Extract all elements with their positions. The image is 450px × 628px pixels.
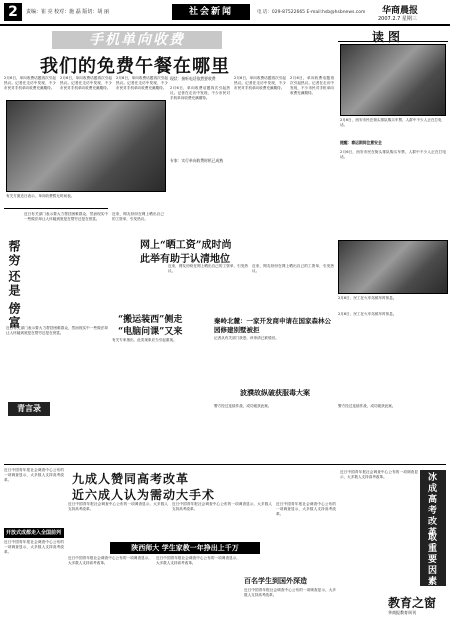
bottom-strip-headline: 陕西师大 学生家教一年挣出上千万 [110, 542, 260, 554]
tender-body: 记者从有关部门获悉，该申请已被驳回。 [214, 336, 279, 340]
bottom-body-3: 近日中国青年报社会调查中心公布的一项调查显示，大多数人支持高考改革。 [276, 502, 336, 516]
lead-headline: 我们的免费午餐在哪里 [40, 56, 230, 77]
tender-headline: 秦岭北麓：一家开发商申请在国家森林公园修建别墅被拒 [214, 317, 331, 334]
right-ad-title-1: 冰成 [426, 472, 436, 494]
reading-box-label: 读图 [338, 28, 448, 42]
lead-subhead-1: 现状：接听电话依然要收费 [170, 76, 216, 81]
lead-kicker: 手机单向收费 [52, 31, 222, 49]
masthead [0, 0, 450, 26]
right-ad-brand-sub: 华商报教育周刊 [388, 610, 416, 615]
right-column-body: 警方经过连续作战，成功破获此案。 [338, 404, 396, 408]
wages-body-1: 近来，网友纷纷在网上晒出自己的工资单，引发热议。 [168, 264, 248, 273]
reading-body: 2月6日，西安市民在街头排队购买车票，人群中不少人正在打电话。 [340, 150, 446, 159]
oil-headline-2: “电脑问课”又来 [118, 327, 183, 337]
lead-body-col-2: 2月6日，单向收费话题再次引起热议。记者在走访中发现，不少市民对手机单向收费充满期待。 [60, 76, 112, 90]
left-bottom-body: 近日中国青年报社会调查中心公布的一项调查显示，大多数人支持高考改革。 [4, 468, 64, 482]
section-name: 社会新闻 [172, 4, 250, 20]
award-body: 警方经过连续作战，成功破获此案。 [214, 404, 272, 408]
award-headline: 波濮故纵破获服毒大案 [240, 389, 310, 397]
contact-line: 电 话：029-87522665 E-mail:hsb@hsbnews.com [257, 10, 366, 15]
right-ad-title-2: 高考改革 [426, 494, 436, 538]
wages-left-body: 近来，网友纷纷在网上晒出自己的工资单，引发热议。 [112, 212, 164, 221]
reading-subhead: 提醒：春运期间注意安全 [340, 140, 382, 145]
commentary-title-2: 还是 [7, 270, 21, 298]
right-ad-title-3: 取重要因素 [426, 532, 436, 587]
lead-subhead-2: 专家：实行单向收费时机已成熟 [170, 158, 224, 163]
commentary-body-2: 近日有关部门表示要大力帮扶困难群众，然而现实中一些做法却让人怀疑到底是在帮穷还是在傍富。 [6, 326, 108, 335]
bottom-headline-2: 近六成人认为需动大手术 [72, 488, 216, 502]
bottom-body-4: 近日中国青年报社会调查中心公布的一项调查显示，大多数人支持高考改革。 [68, 556, 152, 565]
left-bottom-strip: 开放式成都走入全国前列 [4, 528, 64, 538]
wages-body-2: 近来，网友纷纷在网上晒出自己的工资单，引发热议。 [252, 264, 334, 273]
bottom-body-6: 近日中国青年报社会调查中心公布的一项调查显示，大多数人支持高考改革。 [244, 588, 336, 597]
bottom-headline-1: 九成人赞同高考改革 [72, 472, 190, 486]
editors-line: 责编：崔 亮 校对：施 磊 版切：胡 丽 [26, 9, 109, 15]
right-ad-body: 近日中国青年报社会调查中心公布的一项调查显示，大多数人支持高考改革。 [340, 470, 418, 479]
reading-photo-1 [340, 44, 446, 116]
commentary-title-1: 帮穷 [7, 240, 21, 268]
bottom-body-5: 近日中国青年报社会调查中心公布的一项调查显示，大多数人支持高考改革。 [156, 556, 240, 565]
lead-photo [6, 100, 166, 192]
lead-body-col-6: 2月6日，单向收费话题再次引起热议。记者在走访中发现，不少市民对手机单向收费充满期待。 [290, 76, 334, 95]
lead-body-col-3: 2月6日，单向收费话题再次引起热议。记者在走访中发现，不少市民对手机单向收费充满期待。 [116, 76, 168, 90]
wages-headline-1: 网上“晒工资”成时尚 [140, 240, 232, 251]
commentary-title-3: 傍富 [7, 302, 21, 330]
commentary-body-1: 近日有关部门表示要大力帮扶困难群众，然而现实中一些做法却让人怀疑到底是在帮穷还是在傍富。 [24, 212, 108, 221]
reading-photo-2 [338, 240, 448, 294]
paper-name: 华商晨报 [382, 6, 419, 16]
lead-body-col-4: 2月6日，单向收费话题再次引起热议。记者在走访中发现，不少市民对手机单向收费充满期待。 [170, 86, 230, 100]
page-number: 2 [4, 3, 22, 21]
right-ad-brand: 教育之窗 [388, 596, 437, 610]
bottom-divider [4, 464, 446, 465]
reading-body-2: 2月6日，民工在火车站候车时休息。 [338, 312, 397, 316]
bottom-side-headline: 百名学生到国外深造 [244, 577, 307, 585]
reading-caption-1: 2月6日，西安市民在街头排队购买车票，人群中不少人正在打电话。 [340, 118, 442, 127]
reading-caption-2: 2月6日，民工在火车站候车时休息。 [338, 296, 397, 300]
lead-body-col-5: 2月6日，单向收费话题再次引起热议。记者在走访中发现，不少市民对手机单向收费充满期待。 [234, 76, 286, 90]
oil-body: 有关专家指出，此类现象应当引起重视。 [112, 338, 177, 342]
issue-date: 2007.2.7 星期三 [378, 16, 417, 22]
wages-headline-2: 此举有助于认清地位 [140, 254, 230, 265]
bottom-body-1: 近日中国青年报社会调查中心公布的一项调查显示，大多数人支持高考改革。 [68, 502, 168, 511]
commentary-tag: 青言录 [8, 402, 50, 416]
lead-photo-caption: 有关方面近日表示，单向收费暂无时间表。 [6, 194, 75, 198]
oil-headline-1: “搬运装西”侧走 [118, 315, 183, 325]
bottom-body-2: 近日中国青年报社会调查中心公布的一项调查显示，大多数人支持高考改革。 [172, 502, 272, 511]
lead-body-col-1: 2月6日，单向收费话题再次引起热议。记者在走访中发现，不少市民对手机单向收费充满期待。 [4, 76, 56, 90]
left-bottom-body-2: 近日中国青年报社会调查中心公布的一项调查显示，大多数人支持高考改革。 [4, 540, 64, 554]
